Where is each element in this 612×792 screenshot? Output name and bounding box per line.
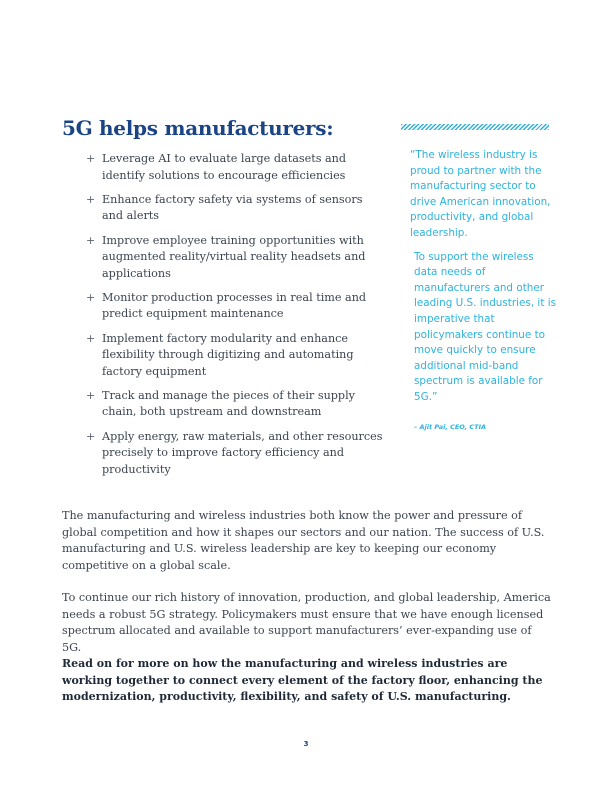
body-paragraph: The manufacturing and wireless industries both know the power and pressure of global competition and how it shapes our sectors and our nation. The success of U.S. manufacturing and U.S. wireless leadership are key to keeping our economy competitive on a global scale. <box>62 509 545 572</box>
page-number: 3 <box>303 740 309 748</box>
list-item <box>86 233 386 283</box>
quote-attribution: – Ajit Pai, CEO, CTIA <box>414 423 487 431</box>
quote-part-2: To support the wireless data needs of manufacturers and other leading U.S. industries, it is imperative that policymakers continue to move quickly to ensure additional mid-band spectrum is available for 5G.” <box>414 250 556 403</box>
list-item <box>86 192 386 225</box>
plus-icon: + <box>86 429 96 443</box>
list-item-text: Leverage AI to evaluate large datasets and identify solutions to encourage efficiencies <box>102 152 347 182</box>
list-item <box>86 388 386 421</box>
plus-icon: + <box>86 290 96 304</box>
list-item-text: Improve employee training opportunities with augmented reality/virtual reality headsets and applications <box>102 233 366 280</box>
benefits-list <box>86 151 386 486</box>
plus-icon: + <box>86 331 96 345</box>
list-item-text: Enhance factory safety via systems of sensors and alerts <box>102 192 363 223</box>
body-paragraph: To continue our rich history of innovation, production, and global leadership, America needs a robust 5G strategy. Policymakers must ensure that we have enough licensed spectrum allocated and available to support manufacturers’ ever-expanding use of 5G. <box>62 591 551 654</box>
call-to-action-paragraph: Read on for more on how the manufacturing and wireless industries are working together to connect every element of the factory floor, enhancing the modernization, productivity, flexibility, and safety of U.S. manufacturing. <box>62 657 543 703</box>
list-item-text: Implement factory modularity and enhance flexibility through digitizing and automating factory equipment <box>102 331 354 378</box>
list-item-text: Track and manage the pieces of their supply chain, both upstream and downstream <box>102 388 355 419</box>
plus-icon: + <box>86 192 96 206</box>
list-item-text: Apply energy, raw materials, and other resources precisely to improve factory efficiency and productivity <box>102 429 383 476</box>
plus-icon: + <box>86 233 96 247</box>
section-heading: 5G helps manufacturers: <box>62 116 334 140</box>
hatched-divider <box>401 124 549 130</box>
plus-icon: + <box>86 388 96 402</box>
quote-part-1: “The wireless industry is proud to partner with the manufacturing sector to drive American innovation, productivity, and global leadership. <box>410 149 551 239</box>
list-item <box>86 290 386 323</box>
pull-quote <box>410 148 560 406</box>
list-item <box>86 429 386 479</box>
list-item <box>86 331 386 381</box>
list-item <box>86 151 386 184</box>
list-item-text: Monitor production processes in real time and predict equipment maintenance <box>102 290 367 321</box>
plus-icon: + <box>86 152 96 165</box>
